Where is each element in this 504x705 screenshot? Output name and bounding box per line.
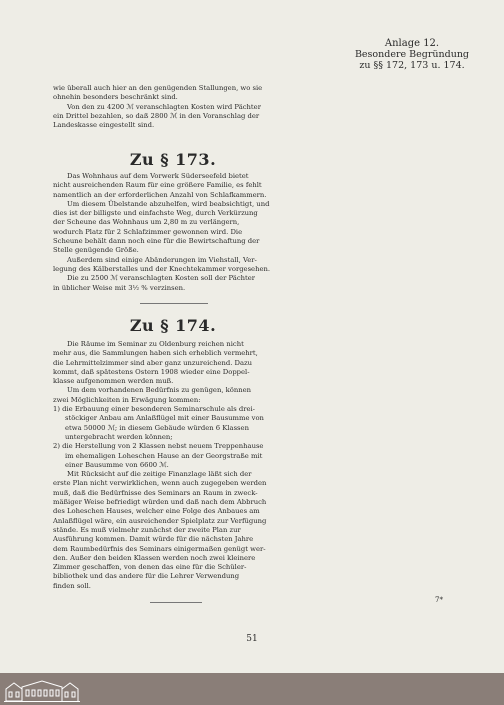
signature-mark: 7* <box>435 596 443 604</box>
text-line: erste Plan nicht verwirklichen, wenn auch zugegeben werden <box>53 479 267 488</box>
text-line: Um diesem Übelstande abzuhelfen, wird beabsichtigt, und <box>67 199 270 208</box>
annex-subtitle: Besondere Begründung <box>354 49 470 60</box>
text-line: etwa 50000 ℳ; in diesem Gebäude würden 6 Klassen <box>65 423 249 432</box>
section-174-body <box>53 340 293 591</box>
text-line: namentlich an der erforderlichen Anzahl von Schlafkammern. <box>53 190 267 199</box>
end-divider <box>150 602 202 603</box>
text-line: des Loheschen Hauses, welcher eine Folge des Anbaues am <box>53 507 260 516</box>
text-line: Um dem vorhandenen Bedürfnis zu genügen, können <box>67 386 252 395</box>
text-line: mäßiger Weise befriedigt würden und daß nach dem Abbruch <box>53 498 267 507</box>
text-line: Landeskasse eingestellt sind. <box>53 121 155 130</box>
text-line: 1) die Erbauung einer besonderen Seminarschule als drei- <box>53 405 255 414</box>
archive-footer-bar <box>0 673 504 705</box>
text-line: Die Räume im Seminar zu Oldenburg reichen nicht <box>67 340 244 348</box>
list-item-1 <box>53 405 293 442</box>
page-number: 51 <box>246 634 258 644</box>
library-building-logo-icon <box>4 677 80 703</box>
text-line: stöckiger Anbau am Anlaßflügel mit einer Bausumme von <box>65 414 264 423</box>
text-line: mehr aus, die Sammlungen haben sich erheblich vermehrt, <box>53 349 258 358</box>
section-173-heading: Zu § 173. <box>129 150 217 169</box>
list-item-2 <box>53 442 293 470</box>
text-line: Ausführung kommen. Damit würde für die nächsten Jahre <box>53 535 254 544</box>
text-line: muß, daß die Bedürfnisse des Seminars an Raum in zweck- <box>53 488 258 497</box>
text-line: nicht ausreichenden Raum für eine größere Familie, es fehlt <box>53 181 262 190</box>
text-line: dies ist der billigste und einfachste Weg, durch Verkürzung <box>53 209 258 218</box>
section-174-heading: Zu § 174. <box>129 316 217 335</box>
text-line: untergebracht werden können; <box>65 432 173 441</box>
text-line: Mit Rücksicht auf die zeitige Finanzlage läßt sich der <box>67 470 252 479</box>
text-line: Außerdem sind einige Abänderungen im Viehstall, Ver- <box>67 255 257 264</box>
text-line: Die zu 2500 ℳ veranschlagten Kosten soll der Pächter <box>67 274 256 283</box>
annex-title: Anlage 12. <box>384 38 440 49</box>
text-line: wodurch Platz für 2 Schlafzimmer gewonnen wird. Die <box>53 227 243 236</box>
annex-reference: zu §§ 172, 173 u. 174. <box>359 60 465 71</box>
text-line: 2) die Herstellung von 2 Klassen nebst neuem Treppenhause <box>53 442 264 451</box>
text-line: die Lehrmittelzimmer sind aber ganz unzureichend. Dazu <box>53 358 253 367</box>
text-line: ohnehin besonders beschränkt sind. <box>53 93 178 102</box>
text-line: der Scheune das Wohnhaus um 2,80 m zu verlängern, <box>53 218 240 227</box>
text-line: klasse aufgenommen werden muß. <box>53 377 174 386</box>
text-line: Das Wohnhaus auf dem Vorwerk Süderseefeld bietet <box>67 172 249 180</box>
text-line: Von den zu 4200 ℳ veranschlagten Kosten wird Pächter <box>67 102 261 111</box>
text-line: Stelle genügende Größe. <box>53 246 139 255</box>
text-line: ein Drittel bezahlen, so daß 2800 ℳ in den Voranschlag der <box>53 111 260 120</box>
intro-text <box>53 84 293 130</box>
text-line: in üblicher Weise mit 3½ % verzinsen. <box>53 283 186 292</box>
text-line: legung des Kälberstalles und der Knechtekammer vorgesehen. <box>53 264 271 273</box>
text-line: kommt, daß spätestens Ostern 1908 wieder eine Doppel- <box>53 367 250 376</box>
text-line: finden soll. <box>53 581 91 590</box>
text-line: dem Raumbedürfnis des Seminars einigermaßen genügt wer- <box>53 544 266 553</box>
text-line: einer Bausumme von 6600 ℳ. <box>65 460 169 469</box>
text-line: Anlaßflügel wäre, ein ausreichender Spielplatz zur Verfügung <box>53 516 267 525</box>
section-173-body <box>53 172 293 293</box>
text-line: im ehemaligen Loheschen Hause an der Georgstraße mit <box>65 451 263 460</box>
section-divider <box>140 303 208 304</box>
text-line: den. Außer den beiden Klassen werden noch zwei kleinere <box>53 553 256 562</box>
text-line: Zimmer geschaffen, von denen das eine für die Schüler- <box>53 563 247 572</box>
text-line: Scheune behält dann noch eine für die Bewirtschaftung der <box>53 237 260 246</box>
annex-header <box>352 38 472 71</box>
text-line: stände. Es muß vielmehr zunächst der zweite Plan zur <box>53 525 241 534</box>
text-line: zwei Möglichkeiten in Erwägung kommen: <box>53 395 201 404</box>
text-line: wie überall auch hier an den genügenden Stallungen, wo sie <box>53 84 263 92</box>
text-line: bibliothek und das andere für die Lehrer Verwendung <box>53 572 240 581</box>
